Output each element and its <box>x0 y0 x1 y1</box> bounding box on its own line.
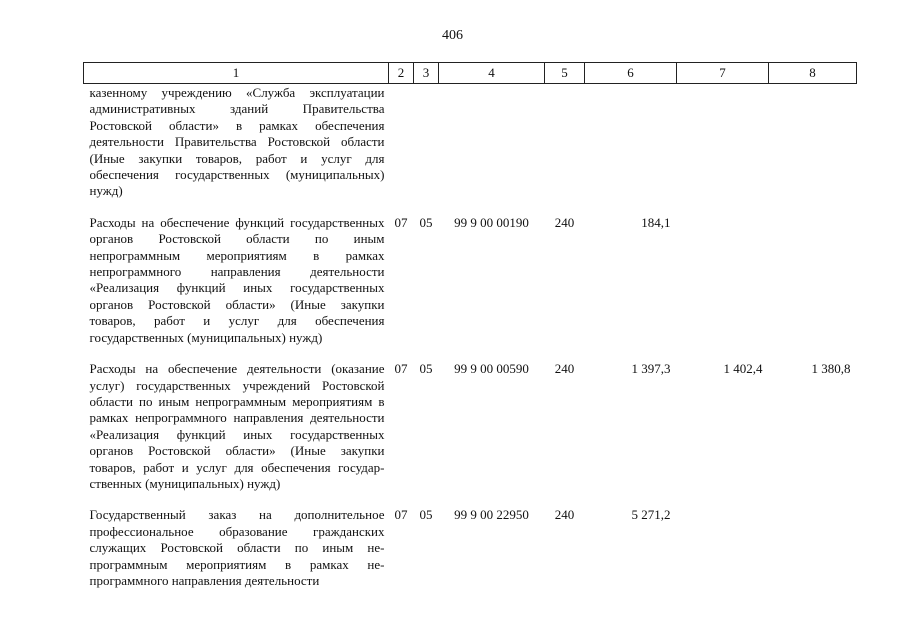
target-article-code: 99 9 00 00190 <box>454 214 529 230</box>
section-code: 07 <box>394 214 408 230</box>
amount-year-2: 1 402,4 <box>723 361 763 377</box>
table-row <box>84 492 857 589</box>
row-description: казенному учреждению «Служба эксплуатации административных зданий Правительства Ростовской области» в рамках обеспечения деятельности Правительства Ростовской области (Иные закупки товаров, работ и услуг для обеспечения государственных (муниципальных) нужд) <box>89 85 385 199</box>
column-header: 3 <box>414 63 439 84</box>
amount-year-1: 5 271,2 <box>631 507 671 523</box>
section-code <box>389 84 414 200</box>
amount-year-3 <box>769 200 857 346</box>
expense-type-code <box>545 84 585 200</box>
subsection-code: 05 <box>419 507 433 523</box>
section-code: 07 <box>394 507 408 523</box>
section-code: 07 <box>394 361 408 377</box>
amount-year-1 <box>585 84 677 200</box>
subsection-code: 05 <box>419 214 433 230</box>
subsection-code <box>414 84 439 200</box>
amount-year-1: 184,1 <box>641 214 671 230</box>
budget-table <box>83 62 857 589</box>
page-number: 406 <box>442 28 463 43</box>
column-header: 1 <box>84 63 389 84</box>
row-description: Расходы на обеспечение деятельности (оказание услуг) государственных учреждений Ростовской области по иным непрограммным мероприятиям в рамках непрограммного направления деятельности «Реализация функций иных государственных органов Ростовской области» (Иные закупки товаров, работ и услуг для обеспечения государственных (муниципальных) нужд) <box>89 361 385 491</box>
subsection-code: 05 <box>419 361 433 377</box>
expense-type-code: 240 <box>554 361 575 377</box>
amount-year-3 <box>769 84 857 200</box>
amount-year-3: 1 380,8 <box>811 361 851 377</box>
column-header: 5 <box>545 63 585 84</box>
amount-year-2 <box>677 84 769 200</box>
table-row <box>84 200 857 346</box>
table-header-row <box>84 63 857 84</box>
expense-type-code: 240 <box>554 214 575 230</box>
column-header: 2 <box>389 63 414 84</box>
row-description: Расходы на обеспечение функций государственных органов Ростовской области по иным непрограммным мероприятиям в рамках непрограммного направления деятельности «Реализация функций иных государственных органов Ростовской области» (Иные закупки товаров, работ и услуг для обеспечения государственных (муниципальных) нужд) <box>89 214 385 345</box>
column-header: 8 <box>769 63 857 84</box>
row-description: Государственный заказ на дополнительное профессиональное образование гражданских служащих Ростовской области по иным непрограммным мероприятиям в рамках непрограммного направления деятельности <box>89 507 385 588</box>
target-article-code <box>439 84 545 200</box>
column-header: 6 <box>585 63 677 84</box>
target-article-code: 99 9 00 00590 <box>454 361 529 377</box>
table-row <box>84 346 857 492</box>
table-row <box>84 84 857 200</box>
amount-year-3 <box>769 492 857 589</box>
amount-year-2 <box>677 492 769 589</box>
amount-year-2 <box>677 200 769 346</box>
column-header: 4 <box>439 63 545 84</box>
target-article-code: 99 9 00 22950 <box>454 507 529 523</box>
column-header: 7 <box>677 63 769 84</box>
amount-year-1: 1 397,3 <box>631 361 671 377</box>
expense-type-code: 240 <box>554 507 575 523</box>
